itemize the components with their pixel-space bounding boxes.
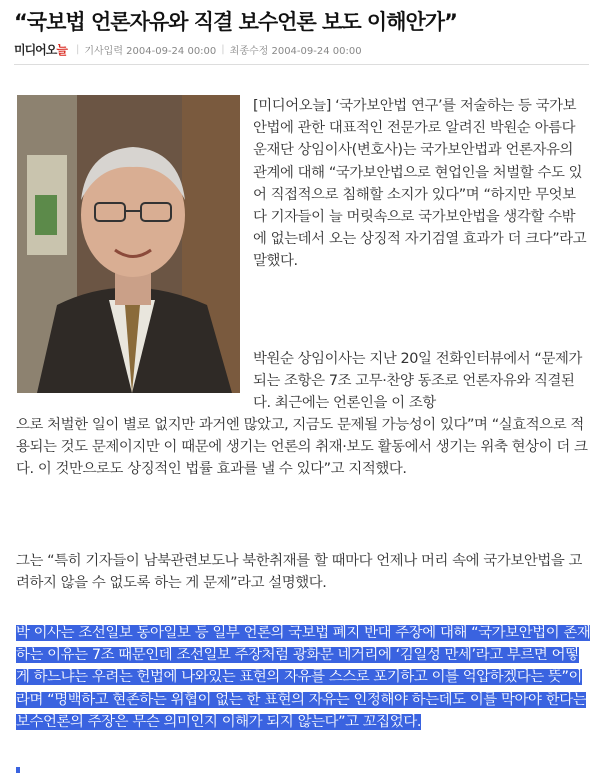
modified-date: 최종수정 2004-09-24 00:00 xyxy=(229,45,362,57)
selected-text[interactable]: 박 이사는 조선일보 동아일보 등 일부 언론의 국보법 폐지 반대 주장에 대해 “국가보안법이 존재하는 이유는 7조 때문인데 조선일보 주장처럼 광화문 네거리에 ‘김일성 만세’라고 부르면 어떻게 하느냐는 우려는 헌법에 나와있는 표현의 자유를 스스로 포기하고 이를 억압하겠다는 뜻”이라며 “명백하고 현존하는 위협이 없는 한 표현의 자유는 인정해야 하는데도 이를 막아야 한다는 보수언론의 주장은 무슨 의미인지 이해가 되지 않는다”고 꼬집었다. xyxy=(16,625,591,730)
paragraph-explanation: 그는 “특히 기자들이 남북관련보도나 북한취재를 할 때마다 언제나 머리 속에 국가보안법을 고려하지 않을 수 없도록 하는 게 문제”라고 설명했다. xyxy=(16,553,583,592)
meta-divider: | xyxy=(221,43,225,55)
meta-divider: | xyxy=(75,43,80,55)
article-meta xyxy=(14,40,594,58)
published-date: 기사입력 2004-09-24 00:00 xyxy=(84,45,217,57)
article-title: “국보법 언론자유와 직결 보수언론 보도 이해안가” xyxy=(14,10,457,34)
portrait-photo xyxy=(17,95,240,393)
header-divider xyxy=(14,64,589,65)
portrait-photo-icon xyxy=(17,95,240,393)
paragraph-highlighted xyxy=(16,622,591,733)
source-logo[interactable]: 미디어오늘 xyxy=(14,42,67,57)
paragraph-interview-continued: 으로 처벌한 일이 별로 없지만 과거엔 많았고, 지금도 문제될 가능성이 있다”며 “실효적으로 적용되는 것도 문제이지만 이 때문에 생기는 언론의 취재·보도 활동에서 생기는 위축 현상이 더 크다. 이 것만으로도 상징적인 법률 효과를 낼 수 있다”고 지적했다. xyxy=(16,417,588,478)
source-logo-accent: 늘 xyxy=(56,42,67,57)
paragraph-interview-start: 박원순 상임이사는 지난 20일 전화인터뷰에서 “문제가 되는 조항은 7조 고무·찬양 동조로 언론자유와 직결된다. 최근에는 언론인을 이 조항 xyxy=(253,351,582,412)
selection-tail xyxy=(16,767,20,773)
paragraph-intro: [미디어오늘] ‘국가보안법 연구’를 저술하는 등 국가보안법에 관한 대표적인 전문가로 알려진 박원순 아름다운재단 상임이사(변호사)는 국가보안법과 언론자유의 관계에 대해 “국가보안법으로 현업인을 처벌할 수도 있어 직접적으로 침해할 소지가 있다”며 “하지만 무엇보다 기자들이 늘 머릿속으로 국가보안법을 생각할 수밖에 없는데서 오는 상징적 자기검열 효과가 더 크다”라고 말했다. xyxy=(253,98,587,270)
